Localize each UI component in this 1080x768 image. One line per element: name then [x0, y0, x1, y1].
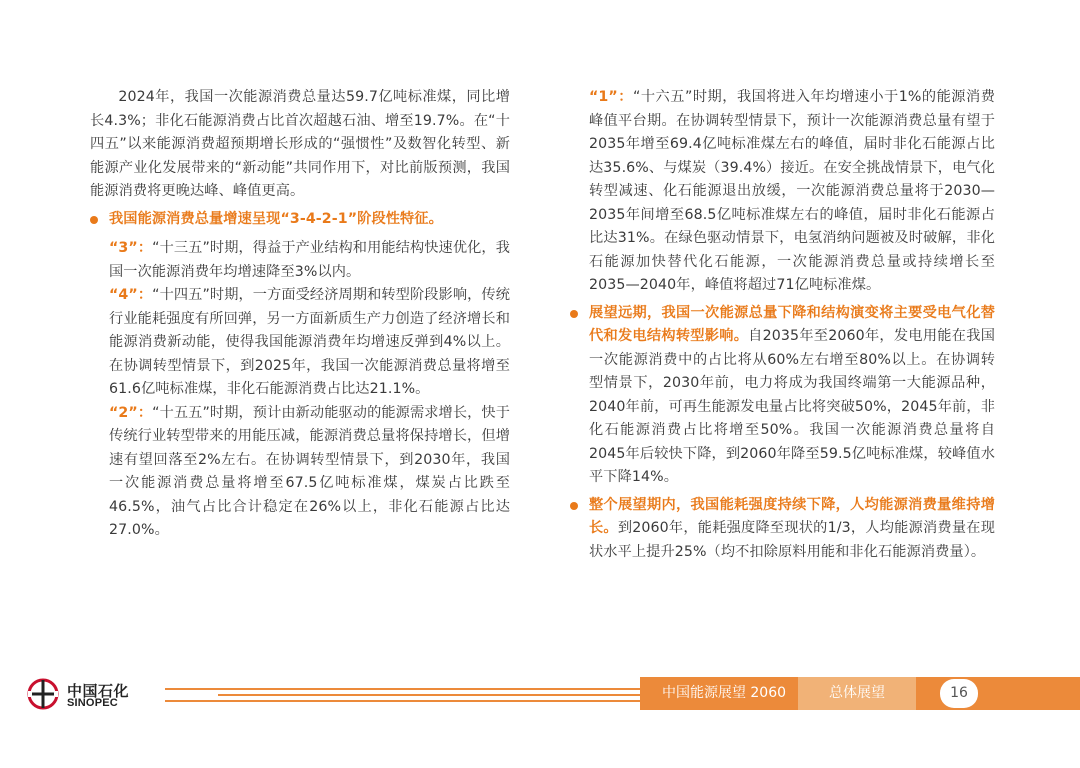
bullet-item-phases [90, 208, 510, 232]
phase-label: “1”： [589, 89, 633, 105]
phase-label: “4”： [109, 287, 153, 303]
footer-divider [218, 694, 640, 696]
bullet-item-intensity [570, 494, 995, 565]
phase-text: “十四五”时期，一方面受经济周期和转型阶段影响，传统行业能耗强度有所回弹，另一方面新质生产力创造了经济增长和能源消费新动能，使得我国能源消费年均增速反弹到4%以上。在协调转型情景下，到2025年，我国一次能源消费总量将增至61.6亿吨标准煤，非化石能源消费占比达21.1%。 [109, 287, 510, 397]
bullet-text: 到2060年，能耗强度降至现状的1/3，人均能源消费量在现状水平上提升25%（均不扣除原料用能和非化石能源消费量）。 [589, 520, 996, 560]
right-column [570, 86, 995, 567]
phase-3-paragraph [90, 237, 510, 284]
phase-text: “十三五”时期，得益于产业结构和用能结构快速优化，我国一次能源消费年均增速降至3%以内。 [109, 240, 510, 280]
footer-divider [165, 688, 640, 690]
bullet-heading: 我国能源消费总量增速呈现“3-4-2-1”阶段性特征。 [109, 210, 443, 227]
bullet-item-long-term [570, 302, 995, 490]
bullet-dot-icon [570, 502, 578, 510]
bullet-heading: 整个展望期内，我国能耗强度持续下降，人均能源消费量维持增长。 [589, 496, 995, 536]
bullet-heading: 展望远期，我国一次能源总量下降和结构演变将主要受电气化替代和发电结构转型影响。 [589, 304, 995, 344]
footer-divider [165, 700, 640, 702]
phase-label: “2”： [109, 404, 153, 421]
phase-1-paragraph [570, 86, 995, 298]
footer-section-label: 总体展望 [798, 677, 916, 710]
bullet-dot-icon [570, 310, 578, 318]
page-number: 16 [940, 679, 978, 708]
phase-4-paragraph [90, 284, 510, 402]
logo-cn-text: 中国石化 [67, 682, 130, 700]
intro-paragraph: 2024年，我国一次能源消费总量达59.7亿吨标准煤，同比增长4.3%；非化石能源消费占比首次超越石油、增至19.7%。在“十四五”以来能源消费超预期增长形成的“强惯性”及数智化转型、新能源产业化发展带来的“新动能”共同作用下，对比前版预测，我国能源消费将更晚达峰、峰值更高。 [90, 89, 510, 199]
phase-label: “3”： [109, 240, 153, 256]
phase-text: “十五五”时期，预计由新动能驱动的能源需求增长，快于传统行业转型带来的用能压减，能源消费总量将保持增长，但增速有望回落至2%左右。在协调转型情景下，到2030年，我国一次能源消费总量将增至67.5亿吨标准煤，煤炭占比跌至46.5%，油气占比合计稳定在26%以上，非化石能源占比达27.0%。 [109, 404, 510, 538]
phase-text: “十六五”时期，我国将进入年均增速小于1%的能源消费峰值平台期。在协调转型情景下，预计一次能源消费总量有望于2035年增至69.4亿吨标准煤左右的峰值，届时非化石能源占比达35.6%、与煤炭（39.4%）接近。在安全挑战情景下，电气化转型减速、化石能源退出放缓，一次能源消费总量将于2030—2035年间增至68.5亿吨标准煤左右的峰值，届时非化石能源占比达31%。在绿色驱动情景下，电氢消纳问题被及时破解，非化石能源加快替代化石能源，一次能源消费总量或持续增长至2035—2040年，峰值将超过71亿吨标准煤。 [589, 89, 995, 293]
phase-2-paragraph [90, 402, 510, 543]
footer-report-title: 中国能源展望 2060 [661, 685, 787, 701]
bullet-text: 自2035年至2060年，发电用能在我国一次能源消费中的占比将从60%左右增至80%以上。在协调转型情景下，2030年前，电力将成为我国终端第一大能源品种，2040年前，可再生能源发电量占比将突破50%，2045年前，非化石能源消费占比将增至50%。我国一次能源消费总量将自2045年后较快下降，到2060年降至59.5亿吨标准煤，较峰值水平下降14%。 [589, 328, 995, 485]
bullet-dot-icon [90, 216, 98, 224]
logo-en-text: SINOPEC [67, 697, 118, 709]
sinopec-logo-icon [24, 677, 62, 711]
left-column [90, 86, 510, 543]
